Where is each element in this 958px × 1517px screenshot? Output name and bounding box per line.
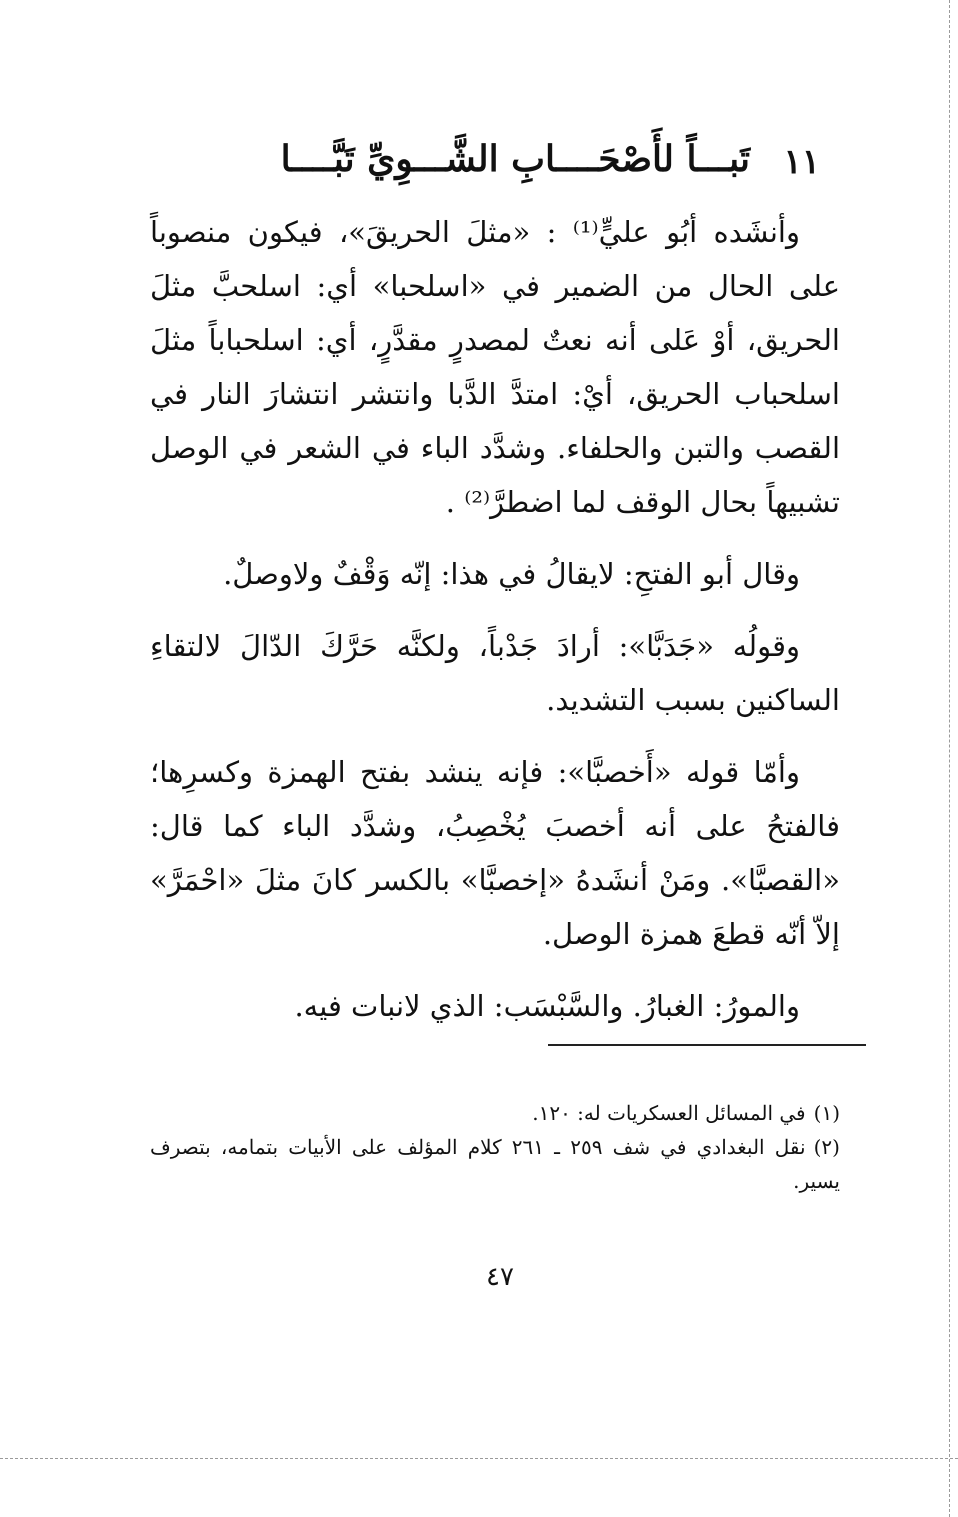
footnote-2-number: (٢) bbox=[813, 1135, 840, 1159]
footnotes bbox=[150, 1096, 840, 1198]
footnote-separator bbox=[548, 1044, 866, 1046]
page-number: ٤٧ bbox=[486, 1262, 514, 1292]
scan-edge-right bbox=[949, 0, 950, 1517]
footnote-1-number: (١) bbox=[813, 1101, 840, 1125]
paragraph-2: وقال أبو الفتحِ: لايقالُ في هذا: إنّه وَقْفٌ ولاوصلٌ. bbox=[223, 557, 800, 591]
main-text bbox=[150, 205, 840, 1033]
scan-edge-bottom bbox=[0, 1458, 958, 1459]
header-page-ref: ١١ bbox=[783, 142, 820, 182]
footnote-1-text: في المسائل العسكريات له: ١٢٠. bbox=[532, 1101, 806, 1125]
footnote-1 bbox=[150, 1096, 840, 1130]
running-header bbox=[240, 138, 820, 198]
footnote-2-text: نقل البغدادي في شف ٢٥٩ ـ ٢٦١ كلام المؤلف على الأبيات بتمامه، بتصرف يسير. bbox=[150, 1135, 840, 1193]
paragraph-5: والمورُ: الغبارُ. والسَّبْسَب: الذي لانبات فيه. bbox=[294, 989, 800, 1023]
paragraph-4: وأمّا قوله «أَخصبَّا»: فإنه ينشد بفتح الهمزة وكسرِها؛ فالفتحُ على أنه أخصبَ يُخْصِبُ، وشدَّد الباء كما قال: «القصبَّا». ومَنْ أنشَدهُ «إخصبَّا» بالكسر كانَ مثلَ «احْمَرَّ» إلاّ أنّه قطعَ همزة الوصل. bbox=[150, 755, 840, 951]
paragraph-1: وأنشَده أبُو عليٍّ⁽¹⁾ : «مثلَ الحريقَ»، فيكون منصوباً على الحال من الضمير في «اسلحبا» أي: اسلحبَّ مثلَ الحريق، أوْ عَلى أنه نعتٌ لمصدرٍ مقدَّرٍ، أي: اسلحباباً مثلَ اسلحباب الحريق، أيْ: امتدَّ الدَّبا وانتشر انتشارَ النار في القصب والتبن والحلفاء. وشدَّد الباء في الشعر في الوصل تشبيهاً بحال الوقف لما اضطرَّ⁽²⁾ . bbox=[150, 215, 840, 519]
footnote-2 bbox=[150, 1130, 840, 1198]
paragraph-3: وقولُه «جَدَبَّا»: أرادَ جَدْباً، ولكنَّه حَرَّكَ الدّالَ لالتقاءِ الساكنين بسبب التشديد. bbox=[150, 629, 840, 717]
header-title: تَبـــاً لأَصْحَــــابِ الشَّـــوِيِّ تَبَّــــا bbox=[280, 138, 750, 180]
